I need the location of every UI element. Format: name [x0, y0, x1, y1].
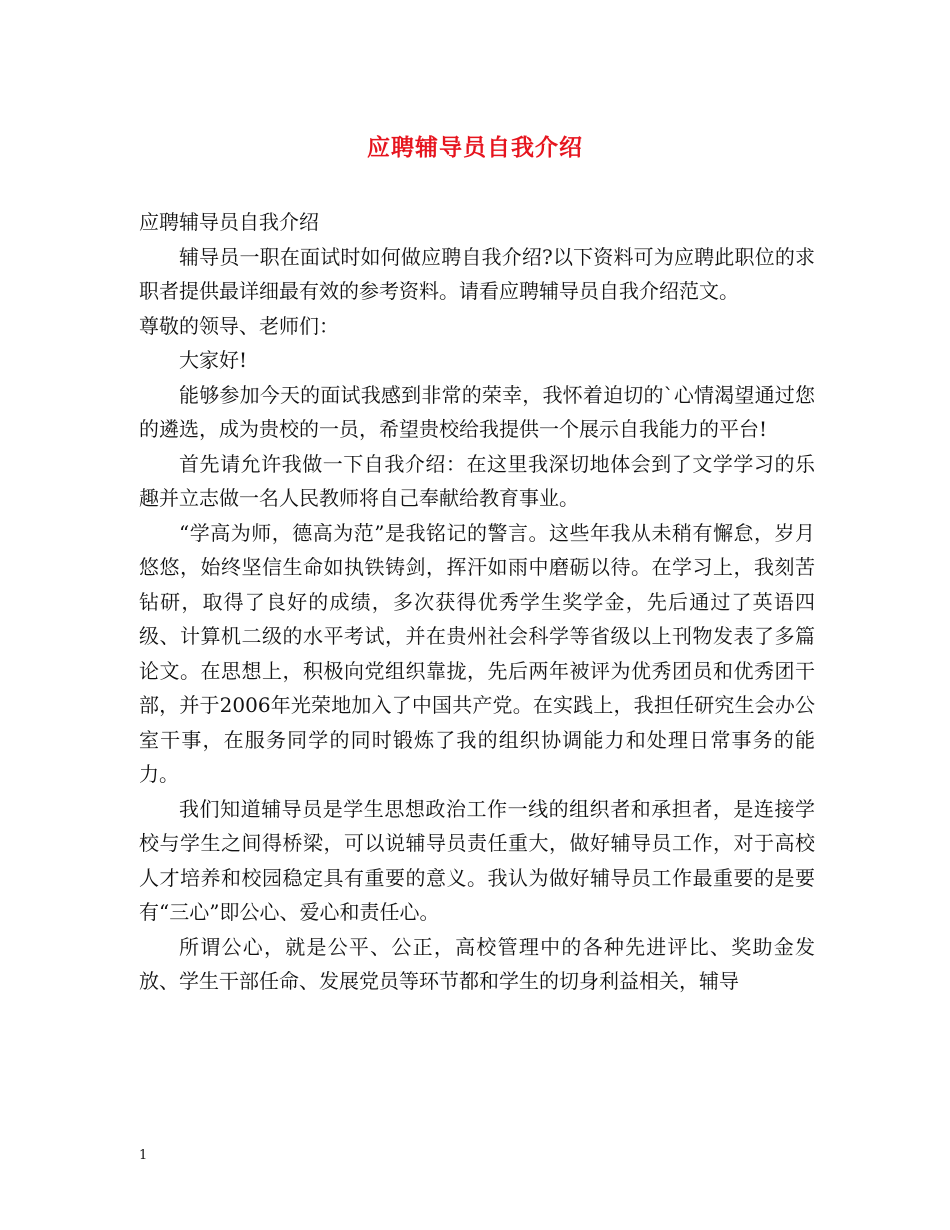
page-number: 1 [139, 1148, 148, 1163]
body-paragraph: “学高为师，德高为范”是我铭记的警言。这些年我从未稍有懈怠，岁月悠悠，始终坚信生命如执铁铸剑，挥汗如雨中磨砺以待。在学习上，我刻苦钻研，取得了良好的成绩，多次获得优秀学生奖学金，先后通过了英语四级、计算机二级的水平考试，并在贵州社会科学等省级以上刊物发表了多篇论文。在思想上，积极向党组织靠拢，先后两年被评为优秀团员和优秀团干部，并于2006年光荣地加入了中国共产党。在实践上，我担任研究生会办公室干事，在服务同学的同时锻炼了我的组织协调能力和处理日常事务的能力。 [139, 520, 815, 786]
greeting-paragraph: 大家好! [179, 348, 248, 372]
body-paragraph: 能够参加今天的面试我感到非常的荣幸，我怀着迫切的`心情渴望通过您的遴选，成为贵校的一员，希望贵校给我提供一个展示自我能力的平台! [139, 382, 815, 441]
subtitle-paragraph: 应聘辅导员自我介绍 [139, 210, 319, 234]
salutation-paragraph: 尊敬的领导、老师们： [139, 313, 339, 338]
body-paragraph: 我们知道辅导员是学生思想政治工作一线的组织者和承担者，是连接学校与学生之间得桥梁，可以说辅导员责任重大，做好辅导员工作，对于高校人才培养和校园稳定具有重要的意义。我认为做好辅导员工作最重要的是要有“三心”即公心、爱心和责任心。 [139, 796, 815, 924]
intro-paragraph: 辅导员一职在面试时如何做应聘自我介绍?以下资料可为应聘此职位的求职者提供最详细最有效的参考资料。请看应聘辅导员自我介绍范文。 [139, 244, 815, 303]
document-body [139, 205, 815, 999]
body-paragraph: 所谓公心，就是公平、公正，高校管理中的各种先进评比、奖助金发放、学生干部任命、发展党员等环节都和学生的切身利益相关，辅导 [139, 934, 815, 993]
document-title: 应聘辅导员自我介绍 [367, 134, 583, 161]
body-paragraph: 首先请允许我做一下自我介绍：在这里我深切地体会到了文学学习的乐趣并立志做一名人民教师将自己奉献给教育事业。 [139, 451, 815, 510]
